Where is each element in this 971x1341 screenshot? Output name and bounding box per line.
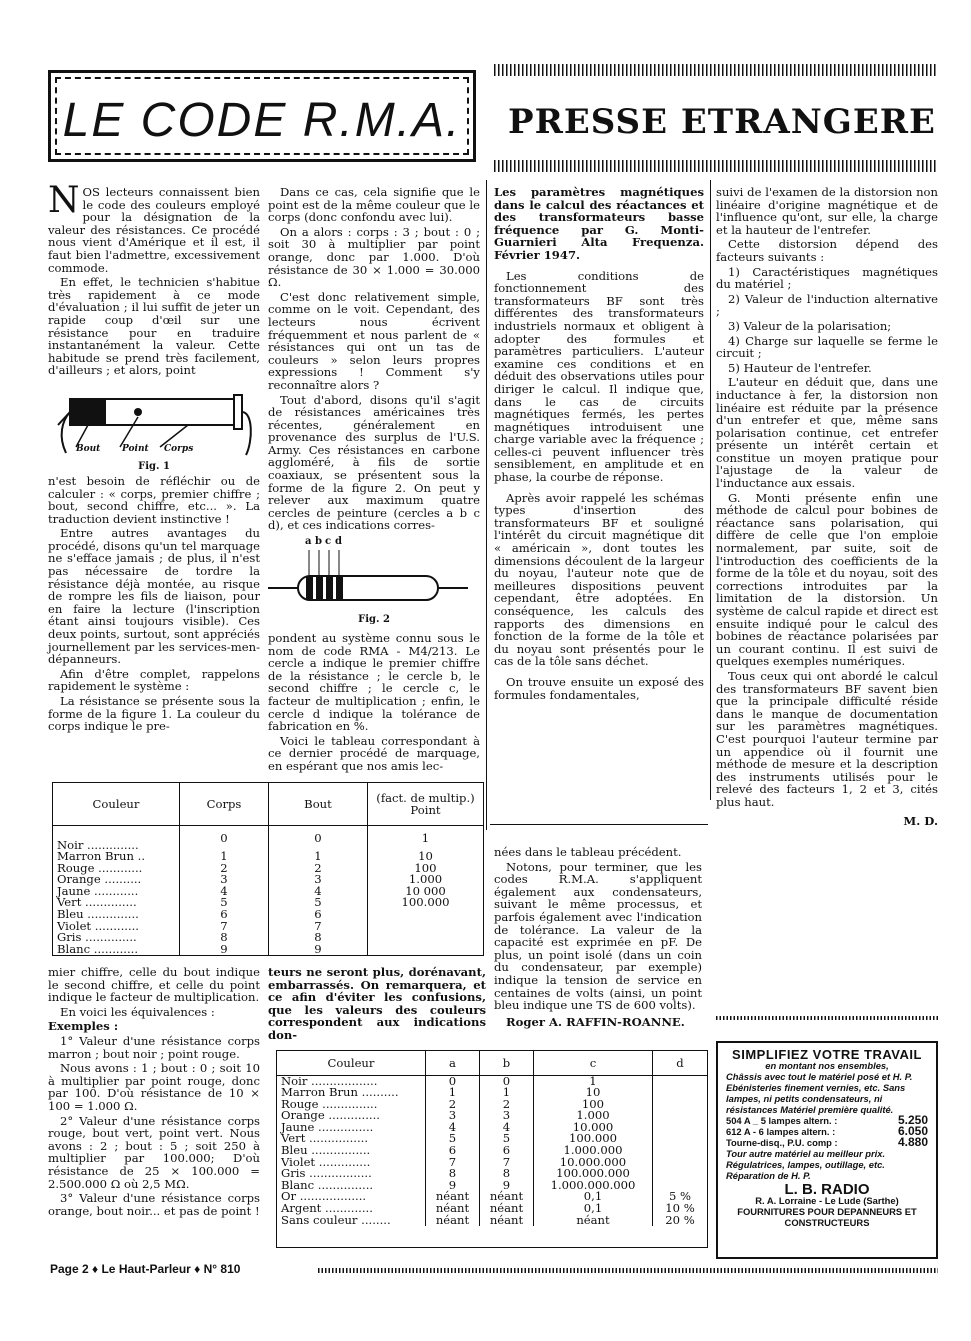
figure-1 [48,381,260,473]
presse-heading: PRESSE ETRANGERE [508,102,936,142]
table-cell: 2 [180,863,269,875]
paragraph: Voici le tableau correspondant à ce dernier procédé de marquage, en espérant que nos amis lec- [268,733,480,773]
list-item: 2) Valeur de l'induction alternative ; [716,291,938,319]
table-cell: Orange .......... [57,872,142,887]
table-cell: 6 [426,1145,480,1157]
table2-header: d [653,1051,708,1075]
table-cell: 1.000.000 [534,1145,653,1157]
table-cell: 6 [269,909,368,921]
fig1-label-corps: Corps [164,443,194,454]
table-cell: 0,1 [534,1191,653,1203]
table-cell: 1.000 [534,1110,653,1122]
table-cell: 1 [426,1087,480,1099]
table-cell: 5 [480,1133,534,1145]
table-cell: Marron Brun .. [57,849,146,864]
table-cell: néant [426,1203,480,1215]
fig1-caption: Fig. 1 [138,460,170,472]
table-cell: 7 [180,921,269,933]
rma-col2 [268,186,480,775]
resistor-fig2 [268,536,480,616]
ad-tagline: FOURNITURES POUR DEPANNEURS ET CONSTRUCTEURS [737,1206,917,1228]
table2-header: a [426,1051,480,1075]
column-rule [710,180,711,800]
table-cell: 1 [534,1075,653,1087]
table1-body [53,825,483,955]
ad-offer-label: Tourne-disq., P.U. comp : [726,1137,838,1148]
table-cell: 0 [426,1075,480,1087]
table-cell: néant [480,1203,534,1215]
paragraph: suivi de l'examen de la distorsion non linéaire d'origine magnétique et de l'influence qu'ont, sur elle, la charge et la hauteur de l'entrefer. [716,185,938,237]
table-cell: 1 [368,825,484,851]
table-cell [653,1133,708,1145]
fig2-label-b: b [315,536,322,548]
ad-offers [726,1115,928,1148]
drop-cap: N [48,180,80,221]
table-cell: 5 % [653,1191,708,1203]
table-cell: Marron Brun .......... [281,1085,399,1100]
table-cell: 3 [269,874,368,886]
paragraph: On a alors : corps : 3 ; bout : 0 ; soit 30 à multiplier par point orange, donc par 1.000. D'où résistance de 30 × 1.000 = 30.000 Ω. [268,224,480,290]
paragraph: Tous ceux qui ont abordé le calcul des transformateurs BF savent bien que la principale difficulté réside dans le manque de documentation sur les paramètres magnétiques. C'est pourquoi l'auteur termine par un appendice où il fournit une méthode de mesure et la description des instruments utilisés pour le relevé des facteurs 1, 2 et 3, cités plus haut. [716,668,938,809]
table-cell: 1.000 [368,874,484,886]
table-cell: néant [480,1215,534,1227]
paragraph: Cette distorsion dépend des facteurs suivants : [716,237,938,264]
presse-rule-bottom [494,160,938,172]
table-cell [653,1122,708,1134]
paragraph: Nous avons : 1 ; bout : 0 ; soit 10 à multiplier par point rouge, donc par 100. D'où résistance de 10 × 100 = 1.000 Ω. [48,1061,260,1113]
paragraph: On trouve ensuite un exposé des formules fondamentales, [494,674,704,702]
fig1-label-bout: Bout [76,443,101,454]
table-cell: 9 [426,1180,480,1192]
table-cell [653,1075,708,1087]
table-cell: Violet ............ [57,918,139,933]
table-cell: 0,1 [534,1203,653,1215]
list-item: 3) Valeur de la polarisation; [728,318,892,333]
table-cell: 10 [368,851,484,863]
table-cell: 10 000 [368,886,484,898]
rma-col3-bottom [494,846,702,1030]
table-cell: 8 [480,1168,534,1180]
ad-offer-label: 612 A - 6 lampes altern. : [726,1126,836,1137]
table-cell: 6 [480,1145,534,1157]
table-cell: 1.000.000.000 [534,1180,653,1192]
table-cell: 6 [180,909,269,921]
table-cell: 8 [426,1168,480,1180]
table-cell: Gris ................. [281,1166,372,1181]
table-cell: Noir .................. [281,1073,378,1088]
separator [716,1016,938,1020]
table-cell: 100 [368,863,484,875]
table-cell [368,909,484,921]
table-cell [653,1110,708,1122]
list-item: 4) Charge sur laquelle se ferme le circuit ; [716,333,938,361]
table-cell: néant [426,1215,480,1227]
table-cell: 9 [180,944,269,956]
fig2-label-d: d [335,536,342,548]
paragraph: Les conditions de fonctionnement des transformateurs BF sont très différentes des transformateurs industriels normaux et obligent à adopter des formules et paramètres particuliers. L'auteur examine ces conditions et en déduit des observations utiles pour diriger le calcul. Il indique que, dans le cas de circuits magnétiques fermés, les pertes magnétiques introduisent une charge variable avec la fréquence ; celles-ci peuvent influencer très sensiblement, en amplitude et en phase, la courbe de réponse. [494,268,704,485]
table1-header: Corps [180,783,269,825]
presse-col2 [716,186,938,829]
table-cell [653,1145,708,1157]
table-cell: Gris .............. [57,930,137,945]
table-cell: 2 [269,863,368,875]
table-cell: 5 [269,897,368,909]
table-cell: 1 [180,851,269,863]
table-cell [368,932,484,944]
list-item: 1) Caractéristiques magnétiques du matériel ; [716,264,938,292]
presse-col1 [494,186,704,703]
table-cell: 0 [180,825,269,851]
paragraph: n'est besoin de réfléchir ou de calculer : « corps, premier chiffre ; bout, second chiffre, etc... ». La traduction devient instinctive ! [48,473,260,526]
paragraph: Dans ce cas, cela signifie que le point est de la même couleur que le corps (donc confondu avec lui). [268,185,480,225]
ad-body2: Tour autre matériel au meilleur prix. Régulatrices, lampes, outillage, etc. Réparation de H. P. [726,1148,886,1181]
table2 [277,1051,707,1226]
table-cell: 8 [269,932,368,944]
page-footer: Page 2 ♦ Le Haut-Parleur ♦ N° 810 [50,1262,241,1276]
ad-address: R. A. Lorraine - Le Lude (Sarthe) [755,1195,899,1206]
table-cell [653,1087,708,1099]
signature: M. D. [903,813,938,828]
table-cell: 3 [480,1110,534,1122]
table-cell: 5 [180,897,269,909]
table2-body [277,1075,707,1226]
table-cell: 8 [180,932,269,944]
paragraph: Tout d'abord, disons qu'il s'agit de résistances américaines très récentes, généralement en provenance des surplus de l'U.S. Army. Ces résistances en carbone aggloméré, à fils de sortie coaxiaux, se présentent sous la forme de la figure 2. On peut y relever aux maximum quatre cercles de peinture (cercles a b c d), et ces indications corres- [268,392,480,533]
paragraph: La résistance se présente sous la forme de la figure 1. La couleur du corps indique le pre- [48,694,260,734]
paragraph: pondent au système connu sous le nom de code RMA - M4/213. Le cercle a indique le premier chiffre de la résistance ; le cercle b, le second chiffre ; le cercle c, le facteur de multiplication ; enfin, le cercle d indique la tolérance de fabrication en %. [268,631,480,734]
table-cell: 4 [180,886,269,898]
table-cell: Jaune ............ [57,883,139,898]
table-cell: 3 [180,874,269,886]
paragraph: L'auteur en déduit que, dans une inductance à fer, la distorsion non linéaire est réduite par la présence d'un entrefer et que, même sans polarisation continue, cet entrefer présente un intérêt certain et constitue un moyen pratique pour l'ajustage de la valeur de l'inductance aux essais. [716,375,938,491]
table-cell: 9 [269,944,368,956]
paragraph: nées dans le tableau précédent. [494,845,682,859]
table-cell: 100.000.000 [534,1168,653,1180]
table2-box [276,1050,708,1248]
table-cell: néant [480,1191,534,1203]
table-cell: Orange .............. [281,1108,380,1123]
ad-offer [726,1137,928,1148]
signature: Roger A. RAFFIN-ROANNE. [506,1014,685,1029]
paragraph: 3° Valeur d'une résistance corps orange, bout noir... et pas de point ! [48,1191,260,1218]
table-cell: Jaune ............... [281,1119,374,1134]
table-cell: Noir .............. [57,837,139,852]
table1 [53,783,483,955]
table-cell: Blanc ............ [57,941,139,956]
table-cell: 4 [480,1122,534,1134]
table-row [277,1215,707,1227]
ad-brand: L. B. RADIO [784,1181,870,1198]
table-cell: Vert .............. [57,895,137,910]
paragraph: En voici les équivalences : [60,1004,215,1019]
table-cell: néant [426,1191,480,1203]
ad-title: SIMPLIFIEZ VOTRE TRAVAIL [732,1047,922,1062]
ad-line: en montant nos ensembles, [765,1060,889,1071]
rma-col1-bottom [48,966,260,1219]
table-cell: 10 % [653,1203,708,1215]
table-cell: 100.000 [534,1133,653,1145]
page-title: LE CODE R.M.A. [62,94,462,147]
paragraph: 1° Valeur d'une résistance corps marron ; bout noir ; point rouge. [48,1033,260,1061]
paragraph: Entre autres avantages du procédé, disons qu'un tel marquage ne s'efface jamais ; de plus, il n'est pas nécessaire de tordre la résistance déjà montée, au risque de rompre les fils de liaison, pour en faire la lecture (l'inscription étant ainsi toujours visible). Ces deux points, surtout, sont appréciés journellement par les services-men-dépanneurs. [48,526,260,667]
fig2-label-c: c [325,536,332,548]
fig2-label-a: a [305,536,312,548]
paragraph: En effet, le technicien s'habitue très rapidement à ce mode d'évaluation ; il lui suffit de jeter un rapide coup d'œil sur une résistance pour en traduire instantanément la valeur. Cette habitude se prend très facilement, d'ailleurs ; et alors, point [48,275,260,378]
paragraph: Afin d'être complet, rappelons rapidement le système : [48,666,260,694]
factor-list [716,266,938,375]
ad-offer-price: 6.050 [897,1124,928,1138]
table-cell: 2 [480,1099,534,1111]
paragraph: NOS lecteurs connaissent bien le code des couleurs employé pour la désignation de la valeur des résistances. Ce procédé nous vient d'Amérique et il est, il faut bien l'admettre, excessivement commode. [48,180,260,275]
table-cell: Argent ............. [281,1201,373,1216]
table-cell: 2 [426,1099,480,1111]
table-cell: Vert ................ [281,1131,369,1146]
table-cell [653,1168,708,1180]
paragraph: Après avoir rappelé les schémas types d'insertion des transformateurs BF et souligné l'intérêt du circuit magnétique dit « américain », dont toutes les dimensions découlent de la largeur du noyau, l'auteur note que de meilleures dispositions peuvent cependant, être adoptées. En conséquence, les calculs des rapports des dimensions en fonction de la forme de la tôle et du noyau sont présentés pour le cas de la tôle sans déchet. [494,490,704,669]
table-cell [653,1099,708,1111]
presse-rule-top [494,64,938,76]
table2-header: c [534,1051,653,1075]
table-cell: Violet .............. [281,1154,371,1169]
figure-2 [268,536,480,628]
table-cell: 7 [426,1157,480,1169]
table-cell: 4 [426,1122,480,1134]
table-cell [368,944,484,956]
table-cell: Or .................. [281,1189,367,1204]
table-cell [368,921,484,933]
table1-box [52,782,484,956]
paragraph: mier chiffre, celle du bout indique le second chiffre, et celle du point indique le facteur de multiplication. [48,965,260,1005]
table-cell: 10.000.000 [534,1157,653,1169]
list-item: 5) Hauteur de l'entrefer. [728,360,872,375]
rma-col1 [48,180,260,735]
table-cell: 7 [480,1157,534,1169]
paragraph: C'est donc relativement simple, comme on le voit. Cependant, des lecteurs nous écrivent fréquemment et nous parlent de « résistances qui ont un tas de couleurs » selon leurs propres expressions ! Comment s'y reconnaître alors ? [268,289,480,392]
presse-article-heading: Les paramètres magnétiques dans le calcul des réactances et des transformateurs basse fréquence par G. Monti-Guarnieri Alta Frequenza. Février 1947. [494,185,704,262]
ad-offer-price: 5.250 [897,1113,928,1127]
table-cell: 9 [480,1180,534,1192]
table-cell: 1 [480,1087,534,1099]
table-cell: 0 [480,1075,534,1087]
ad-offer-label: 504 A _ 5 lampes altern. : [726,1115,838,1126]
table-cell: 0 [269,825,368,851]
table-cell: 5 [426,1133,480,1145]
table-row [53,825,483,851]
table2-header: Couleur [327,1055,375,1070]
fig1-label-point: Point [122,443,149,454]
table-cell: 20 % [653,1215,708,1227]
table-row [53,944,483,956]
table-cell: Rouge ............... [281,1096,378,1111]
paragraph: 2° Valeur d'une résistance corps rouge, bout vert, point vert. Nous avons : 2 ; bout : 5 ; soit 250 à multiplier par 100.000; D'où résistance de 25 × 100.000 = 2.500.000 Ω où 2,5 MΩ. [48,1113,260,1191]
ad-offer-price: 4.880 [897,1135,928,1149]
table-cell: 10.000 [534,1122,653,1134]
paragraph: Notons, pour terminer, que les codes R.M.A. s'appliquent également aux condensateurs, suivant le même processus, et parfois également avec l'indication de tolérance. La valeur de la capacité est exprimée en pF. De plus, un point isolé (dans un coin du condensateur, par exemple) indique la tension de service en centaines de volts (ainsi, un point bleu indique une TS de 600 volts). [494,859,702,1013]
table-cell: néant [534,1215,653,1227]
table-cell: Bleu ................ [281,1143,371,1158]
table-cell [653,1157,708,1169]
table-cell: 7 [269,921,368,933]
table-cell: Rouge ............ [57,860,143,875]
table2-header: b [480,1051,534,1075]
separator [490,824,708,825]
table-cell: 1 [269,851,368,863]
table-cell: 100.000 [368,897,484,909]
table-cell: 100 [534,1099,653,1111]
table1-header: (fact. de multip.) Point [368,783,484,825]
presse-heading-box [494,64,938,172]
table-cell: 4 [269,886,368,898]
table1-header: Couleur [92,796,140,811]
table-cell: Sans couleur ........ [281,1212,391,1227]
advertisement [716,1041,938,1259]
table1-header: Bout [269,783,368,825]
table-cell: 3 [426,1110,480,1122]
table-cell: 10 [534,1087,653,1099]
title-box [48,70,476,162]
paragraph: G. Monti présente enfin une méthode de calcul pour bobines de réactance sans polarisation, qui diffère de celle que l'on emploie normalement, par suite, soit de l'introduction des coefficients de la forme de la tôle et du noyau, soit des corrections introduites par la limitation de la distorsion. Un système de calcul rapide et direct est ensuite indiqué pour le calcul des bobines de réactance polarisées par un courant continu. Il est suivi de quelques exemples numériques. [716,490,938,669]
ad-body: Châssis avec tout le matériel posé et H. P. Ebénisteries finement vernies, etc. Sans lampes, ni petits condensateurs, ni résistances Matériel première qualité. [726,1071,913,1115]
table-cell: Bleu .............. [57,907,139,922]
table-cell: Blanc ............... [281,1177,374,1192]
fig2-caption: Fig. 2 [358,614,390,626]
column-rule [486,180,487,830]
rma-col2-bottom [268,966,486,1044]
examples-heading: Exemples : [48,1019,119,1034]
paragraph: teurs ne seront plus, dorénavant, embarrassés. On remarquera, et ce afin d'éviter les confusions, que les valeurs des couleurs correspondent aux indications don- [268,965,486,1042]
footer-rule [318,1268,938,1273]
